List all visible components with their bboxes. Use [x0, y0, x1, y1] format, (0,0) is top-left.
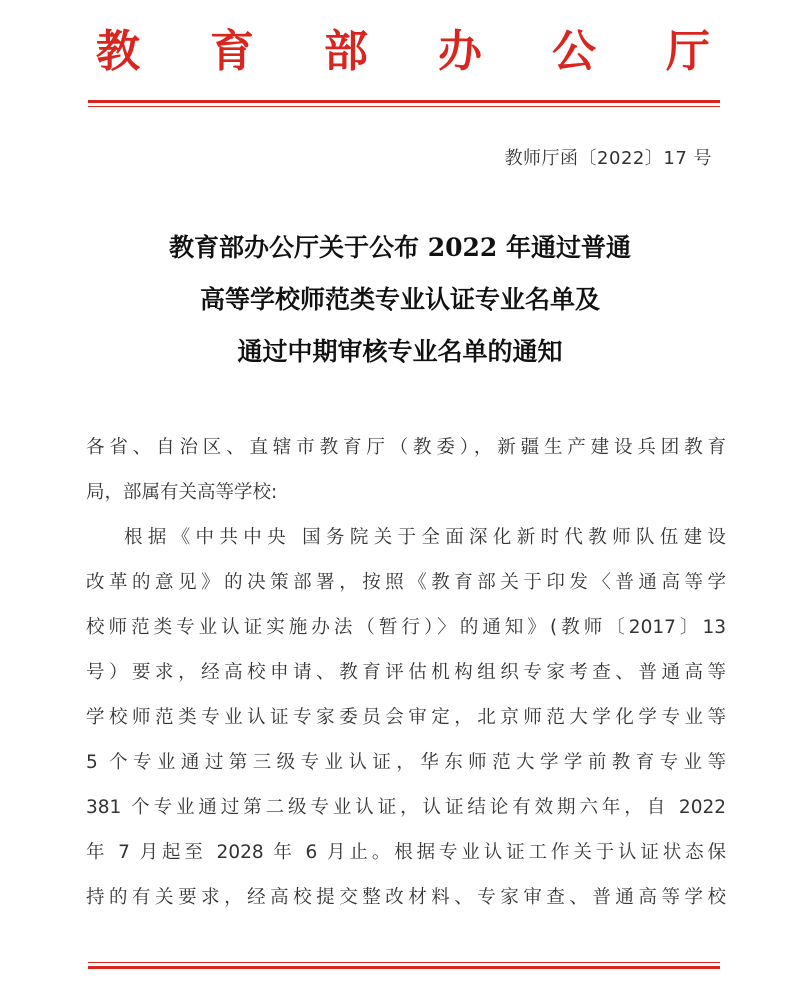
footer-rule-thick — [88, 966, 720, 969]
letterhead-char: 公 — [552, 26, 596, 77]
paragraph-line: 根据《中共中央 国务院关于全面深化新时代教师队伍建设 — [124, 527, 726, 548]
paragraph-line: 持的有关要求，经高校提交整改材料、专家审查、普通高等学校 — [86, 887, 726, 908]
document-body — [86, 425, 726, 920]
title-line: 高等学校师范类专业认证专业名单及 — [199, 285, 600, 314]
title-line: 通过中期审核专业名单的通知 — [237, 337, 563, 366]
letterhead-char: 办 — [438, 26, 482, 77]
paragraph-line: 号）要求，经高校申请、教育评估机构组织专家考查、普通高等 — [86, 662, 726, 683]
document-title — [80, 222, 720, 378]
footer-rule-thin — [88, 962, 720, 963]
paragraph-line: 年 7 月起至 2028 年 6 月止。根据专业认证工作关于认证状态保 — [86, 842, 726, 863]
letterhead-title — [88, 12, 718, 82]
paragraph-line: 校师范类专业认证实施办法（暂行）〉的通知》(教师〔2017〕13 — [86, 617, 726, 638]
letterhead-char: 厅 — [666, 26, 710, 77]
title-line: 教育部办公厅关于公布 2022 年通过普通 — [169, 233, 631, 262]
document-number: 教师厅函〔2022〕17 号 — [504, 148, 712, 169]
letterhead-char: 教 — [96, 26, 140, 77]
letterhead-rule-thick — [88, 100, 720, 103]
letterhead-rule-thin — [88, 106, 720, 107]
salutation-line: 局，部属有关高等学校: — [86, 482, 278, 503]
letterhead-char: 部 — [324, 26, 368, 77]
letterhead-char: 育 — [210, 26, 254, 77]
salutation-line: 各省、自治区、直辖市教育厅（教委），新疆生产建设兵团教育 — [86, 437, 726, 458]
paragraph-line: 381 个专业通过第二级专业认证，认证结论有效期六年，自 2022 — [86, 797, 726, 818]
paragraph-line: 5 个专业通过第三级专业认证，华东师范大学学前教育专业等 — [86, 752, 726, 773]
paragraph-line: 改革的意见》的决策部署，按照《教育部关于印发〈普通高等学 — [86, 572, 726, 593]
paragraph-line: 学校师范类专业认证专家委员会审定，北京师范大学化学专业等 — [86, 707, 726, 728]
